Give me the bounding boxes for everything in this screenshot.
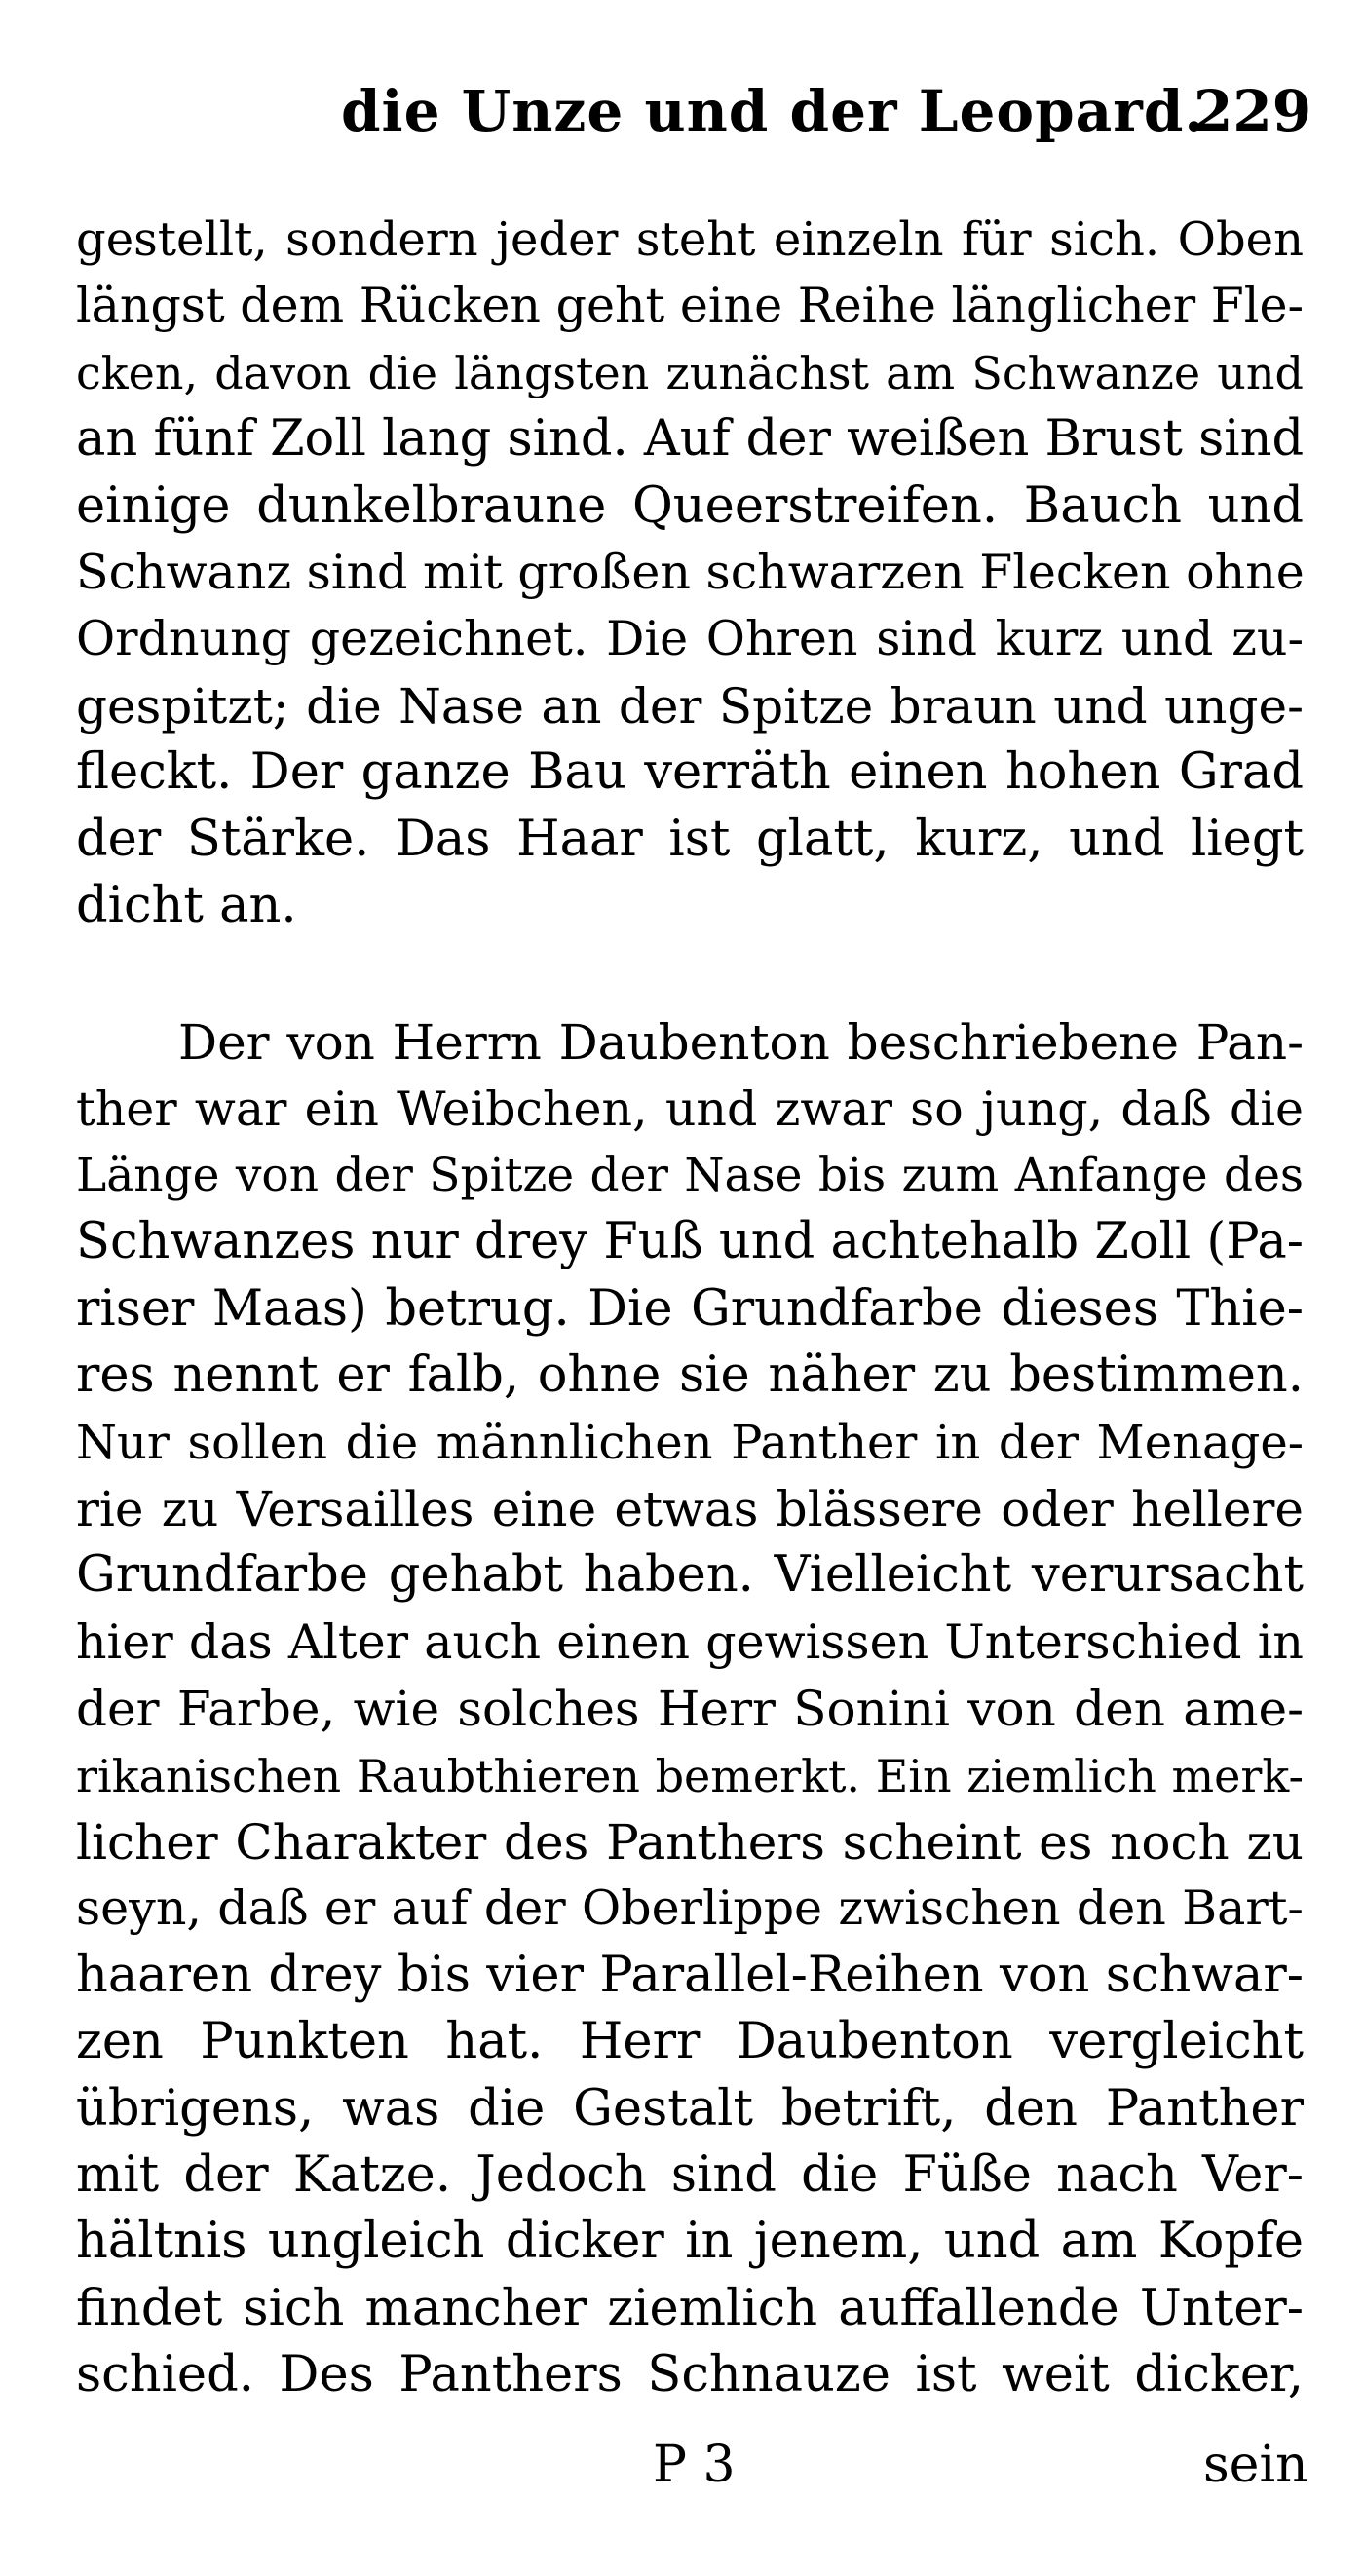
text-line: Länge von der Spitze der Nase bis zum Anfange des	[76, 1149, 1304, 1203]
text-line: der Farbe, wie solches Herr Sonini von den ame-	[76, 1681, 1304, 1738]
text-line: res nennt er falb, ohne sie näher zu bestimmen.	[76, 1346, 1304, 1405]
text-line: Nur sollen die männlichen Panther in der Menage-	[76, 1415, 1304, 1470]
running-title: die Unze und der Leopard.	[341, 78, 1205, 144]
text-line: Schwanzes nur drey Fuß und achtehalb Zoll (Pa-	[76, 1213, 1304, 1271]
text-line: licher Charakter des Panthers scheint es noch zu	[76, 1813, 1304, 1871]
catchword: sein	[1203, 2436, 1308, 2494]
text-line: der Stärke. Das Haar ist glatt, kurz, und liegt	[76, 810, 1304, 868]
text-line: an fünf Zoll lang sind. Auf der weißen Brust sind	[76, 410, 1305, 469]
text-line: einige dunkelbraune Queerstreifen. Bauch und	[76, 476, 1304, 535]
text-line: hier das Alter auch einen gewissen Unterschied in	[76, 1613, 1304, 1670]
text-line: haaren drey bis vier Parallel-Reihen von schwar-	[76, 1946, 1304, 2004]
text-line: cken, davon die längsten zunächst am Schwanze und	[76, 346, 1304, 399]
text-line: gespitzt; die Nase an der Spitze braun und unge-	[76, 677, 1304, 735]
text-line: fleckt. Der ganze Bau verräth einen hohen Grad	[76, 743, 1304, 802]
text-line: seyn, daß er auf der Oberlippe zwischen den Bart-	[76, 1880, 1304, 1937]
page-footer	[0, 2436, 1364, 2514]
page-header	[0, 78, 1364, 166]
signature-mark: P 3	[653, 2436, 736, 2494]
text-line: zen Punkten hat. Herr Daubenton vergleicht	[76, 2013, 1304, 2071]
text-line: Schwanz sind mit großen schwarzen Flecken ohne	[76, 544, 1305, 600]
text-line: mit der Katze. Jedoch sind die Füße nach Ver-	[76, 2145, 1304, 2204]
text-line: hältnis ungleich dicker in jenem, und am Kopfe	[76, 2213, 1304, 2271]
text-line: Der von Herrn Daubenton beschriebene Pan-	[178, 1014, 1304, 1072]
page-number: 229	[1194, 78, 1312, 144]
text-line: längst dem Rücken geht eine Reihe länglicher Fle-	[76, 278, 1304, 334]
body-text	[76, 207, 1304, 2409]
text-line: rie zu Versailles eine etwas blässere oder hellere	[76, 1481, 1304, 1538]
text-line: dicht an.	[76, 876, 297, 934]
paragraph-2	[76, 1009, 1304, 2408]
text-line: findet sich mancher ziemlich auffallende Unter-	[76, 2279, 1304, 2337]
text-line: Grundfarbe gehabt haben. Vielleicht verursacht	[76, 1546, 1304, 1605]
text-line: ther war ein Weibchen, und zwar so jung, daß die	[76, 1080, 1304, 1137]
text-line: Ordnung gezeichnet. Die Ohren sind kurz und zu-	[76, 611, 1304, 667]
paragraph-1	[76, 207, 1304, 939]
text-line: übrigens, was die Gestalt betrift, den Panther	[76, 2079, 1304, 2138]
text-line: riser Maas) betrug. Die Grundfarbe dieses Thie-	[76, 1279, 1304, 1338]
text-line: schied. Des Panthers Schnauze ist weit dicker,	[76, 2346, 1304, 2405]
text-line: rikanischen Raubthieren bemerkt. Ein ziemlich merk-	[76, 1749, 1304, 1802]
text-line: gestellt, sondern jeder steht einzeln für sich. Oben	[76, 212, 1304, 267]
paragraph-gap	[76, 939, 1304, 1009]
